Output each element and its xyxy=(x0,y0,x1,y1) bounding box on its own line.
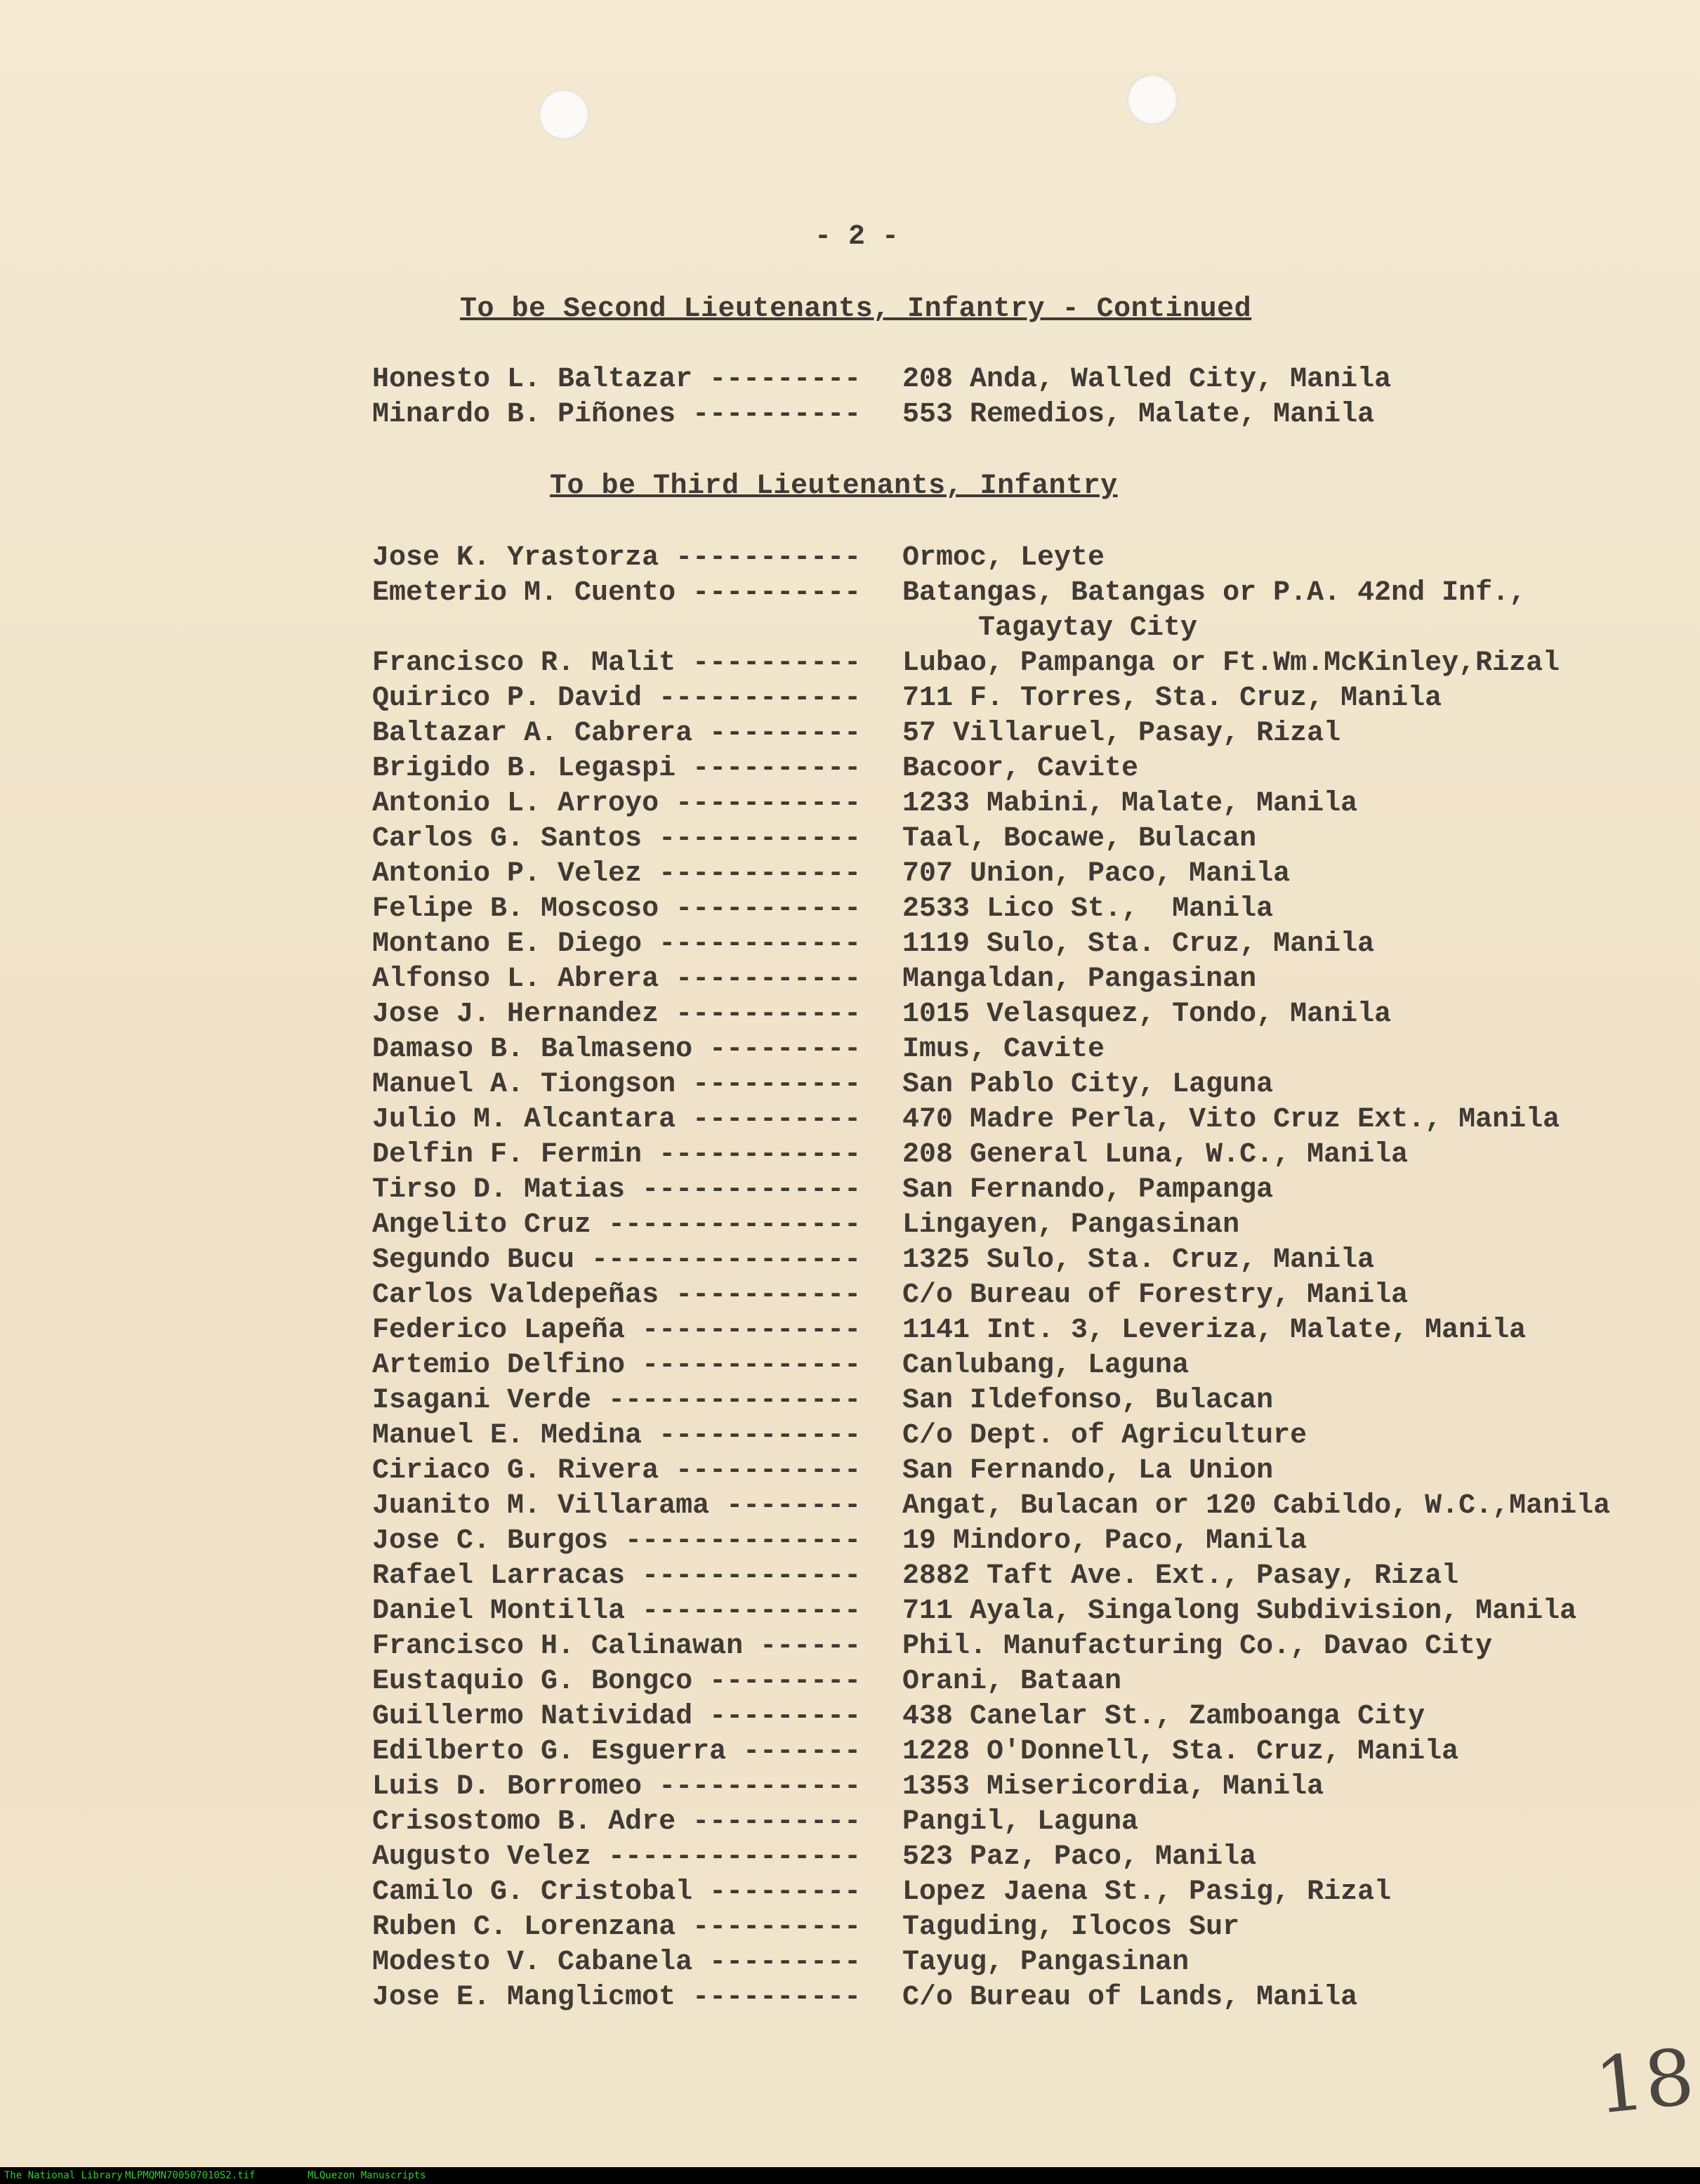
address-line: 1119 Sulo, Sta. Cruz, Manila xyxy=(902,928,1375,960)
officer-name: Baltazar A. Cabrera --------- xyxy=(372,718,862,749)
officer-address xyxy=(902,1735,1685,1770)
roster-entry xyxy=(372,751,1685,787)
heading-second-lieutenants: To be Second Lieutenants, Infantry - Continued xyxy=(460,294,1252,325)
roster-entry xyxy=(372,1278,1685,1313)
roster-entry xyxy=(372,1524,1685,1559)
officer-address xyxy=(902,997,1685,1032)
roster-entry xyxy=(372,362,1685,397)
officer-name: Manuel A. Tiongson ---------- xyxy=(372,1069,862,1100)
officer-name: Alfonso L. Abrera ----------- xyxy=(372,963,862,995)
officer-name: Camilo G. Cristobal --------- xyxy=(372,1876,862,1908)
roster-entry xyxy=(372,576,1685,646)
roster-entry xyxy=(372,1629,1685,1664)
address-line: Canlubang, Laguna xyxy=(902,1350,1190,1381)
officer-address xyxy=(902,787,1685,822)
address-continuation: Tagaytay City xyxy=(978,612,1198,644)
officer-address xyxy=(902,1348,1685,1383)
officer-name: Daniel Montilla ------------- xyxy=(372,1596,862,1627)
address-line: San Pablo City, Laguna xyxy=(902,1069,1274,1100)
officer-name: Ciriaco G. Rivera ----------- xyxy=(372,1455,862,1487)
roster-entry xyxy=(372,716,1685,751)
address-line: Phil. Manufacturing Co., Davao City xyxy=(902,1631,1493,1662)
officer-name: Damaso B. Balmaseno --------- xyxy=(372,1034,862,1065)
officer-name: Jose C. Burgos -------------- xyxy=(372,1525,862,1557)
officer-address xyxy=(902,1208,1685,1243)
address-line: 1141 Int. 3, Leveriza, Malate, Manila xyxy=(902,1315,1527,1346)
address-line: 707 Union, Paco, Manila xyxy=(902,858,1291,890)
address-line: Bacoor, Cavite xyxy=(902,753,1139,784)
roster-entry xyxy=(372,1173,1685,1208)
officer-name: Quirico P. David ------------ xyxy=(372,683,862,714)
address-line: 1325 Sulo, Sta. Cruz, Manila xyxy=(902,1244,1375,1276)
officer-address xyxy=(902,1910,1685,1945)
officer-address xyxy=(902,892,1685,927)
officer-name: Edilberto G. Esguerra ------- xyxy=(372,1736,862,1768)
roster-entry xyxy=(372,646,1685,681)
officer-address xyxy=(902,1454,1685,1489)
officer-address xyxy=(902,1840,1685,1875)
officer-name: Carlos G. Santos ------------ xyxy=(372,823,862,855)
roster-entry xyxy=(372,1138,1685,1173)
officer-name: Honesto L. Baltazar --------- xyxy=(372,364,862,395)
address-line: San Ildefonso, Bulacan xyxy=(902,1385,1274,1416)
address-line: San Fernando, La Union xyxy=(902,1455,1274,1487)
address-line: San Fernando, Pampanga xyxy=(902,1174,1274,1206)
officer-name: Segundo Bucu ---------------- xyxy=(372,1244,862,1276)
address-line: 711 F. Torres, Sta. Cruz, Manila xyxy=(902,683,1442,714)
address-line: 208 General Luna, W.C., Manila xyxy=(902,1139,1409,1171)
address-line: Lubao, Pampanga or Ft.Wm.McKinley,Rizal xyxy=(902,647,1560,679)
officer-address xyxy=(902,1594,1685,1629)
address-line: C/o Dept. of Agriculture xyxy=(902,1420,1307,1452)
officer-address xyxy=(902,1103,1685,1138)
roster-entry xyxy=(372,962,1685,997)
officer-address xyxy=(902,1629,1685,1664)
officer-address xyxy=(902,822,1685,857)
roster-entry xyxy=(372,1910,1685,1945)
roster-entry xyxy=(372,1313,1685,1348)
officer-name: Modesto V. Cabanela --------- xyxy=(372,1947,862,1978)
officer-address xyxy=(902,1945,1685,1980)
officer-name: Isagani Verde --------------- xyxy=(372,1385,862,1416)
officer-address xyxy=(902,1278,1685,1313)
officer-name: Montano E. Diego ------------ xyxy=(372,928,862,960)
roster-entry xyxy=(372,787,1685,822)
roster-entry xyxy=(372,857,1685,892)
officer-name: Juanito M. Villarama -------- xyxy=(372,1490,862,1522)
punch-hole xyxy=(539,89,589,140)
officer-address xyxy=(902,1559,1685,1594)
address-line: Angat, Bulacan or 120 Cabildo, W.C.,Manila xyxy=(902,1490,1611,1522)
roster-entry xyxy=(372,1594,1685,1629)
officer-name: Crisostomo B. Adre ---------- xyxy=(372,1806,862,1838)
roster-entry xyxy=(372,1103,1685,1138)
footer-file: MLPMQMN700507010S2.tif xyxy=(125,2170,256,2181)
page-number: - 2 - xyxy=(815,221,900,253)
roster-entry xyxy=(372,1454,1685,1489)
roster-entry xyxy=(372,1067,1685,1103)
roster-entry xyxy=(372,1208,1685,1243)
third-lieutenants-list xyxy=(372,541,1685,2015)
officer-name: Luis D. Borromeo ------------ xyxy=(372,1771,862,1803)
officer-address xyxy=(902,962,1685,997)
officer-name: Jose J. Hernandez ----------- xyxy=(372,999,862,1030)
address-line: 2882 Taft Ave. Ext., Pasay, Rizal xyxy=(902,1560,1459,1592)
officer-address xyxy=(902,857,1685,892)
address-line: Taal, Bocawe, Bulacan xyxy=(902,823,1257,855)
roster-entry xyxy=(372,1664,1685,1699)
officer-address xyxy=(902,927,1685,962)
address-line: 208 Anda, Walled City, Manila xyxy=(902,364,1392,395)
officer-address xyxy=(902,1524,1685,1559)
footer-collection: MLQuezon Manuscripts xyxy=(308,2170,426,2181)
officer-name: Jose K. Yrastorza ----------- xyxy=(372,542,862,574)
officer-address xyxy=(902,1138,1685,1173)
address-line: 711 Ayala, Singalong Subdivision, Manila xyxy=(902,1596,1577,1627)
officer-address xyxy=(902,1875,1685,1910)
officer-address xyxy=(902,1770,1685,1805)
address-line: Orani, Bataan xyxy=(902,1666,1122,1697)
address-line: Mangaldan, Pangasinan xyxy=(902,963,1257,995)
roster-entry xyxy=(372,1383,1685,1419)
roster-entry xyxy=(372,1875,1685,1910)
address-line: 19 Mindoro, Paco, Manila xyxy=(902,1525,1307,1557)
roster-entry xyxy=(372,681,1685,716)
address-line: 470 Madre Perla, Vito Cruz Ext., Manila xyxy=(902,1104,1560,1136)
roster-entry xyxy=(372,927,1685,962)
officer-name: Antonio P. Velez ------------ xyxy=(372,858,862,890)
roster-entry xyxy=(372,997,1685,1032)
scan-footer xyxy=(0,2167,1700,2184)
officer-address xyxy=(902,1664,1685,1699)
officer-name: Emeterio M. Cuento ---------- xyxy=(372,577,862,609)
officer-address xyxy=(902,362,1685,397)
officer-name: Guillermo Natividad --------- xyxy=(372,1701,862,1732)
roster-entry xyxy=(372,1945,1685,1980)
address-line: 1228 O'Donnell, Sta. Cruz, Manila xyxy=(902,1736,1459,1768)
address-line: 553 Remedios, Malate, Manila xyxy=(902,399,1375,430)
officer-address xyxy=(902,751,1685,787)
roster-entry xyxy=(372,1243,1685,1278)
officer-name: Delfin F. Fermin ------------ xyxy=(372,1139,862,1171)
footer-library: The National Library xyxy=(4,2170,123,2181)
roster-entry xyxy=(372,1489,1685,1524)
handwritten-page-number: 18 xyxy=(1590,2032,1699,2131)
officer-name: Rafael Larracas ------------- xyxy=(372,1560,862,1592)
officer-address xyxy=(902,541,1685,576)
address-line: C/o Bureau of Lands, Manila xyxy=(902,1982,1358,2013)
address-line: 1015 Velasquez, Tondo, Manila xyxy=(902,999,1392,1030)
officer-address xyxy=(902,1383,1685,1419)
address-line: Batangas, Batangas or P.A. 42nd Inf., xyxy=(902,577,1527,609)
officer-address xyxy=(902,1173,1685,1208)
address-line: C/o Bureau of Forestry, Manila xyxy=(902,1280,1409,1311)
officer-name: Manuel E. Medina ------------ xyxy=(372,1420,862,1452)
officer-name: Augusto Velez --------------- xyxy=(372,1841,862,1873)
officer-name: Ruben C. Lorenzana ---------- xyxy=(372,1912,862,1943)
roster-entry xyxy=(372,1699,1685,1735)
officer-name: Minardo B. Piñones ---------- xyxy=(372,399,862,430)
officer-address xyxy=(902,1243,1685,1278)
officer-address xyxy=(902,1032,1685,1067)
punch-hole xyxy=(1127,74,1178,125)
roster-entry xyxy=(372,1559,1685,1594)
officer-address xyxy=(902,1805,1685,1840)
roster-entry xyxy=(372,541,1685,576)
officer-address xyxy=(902,681,1685,716)
address-line: 2533 Lico St., Manila xyxy=(902,893,1274,925)
officer-address xyxy=(902,397,1685,433)
roster-entry xyxy=(372,1980,1685,2015)
officer-name: Federico Lapeña ------------- xyxy=(372,1315,862,1346)
roster-entry xyxy=(372,1840,1685,1875)
address-line: 523 Paz, Paco, Manila xyxy=(902,1841,1257,1873)
roster-entry xyxy=(372,1348,1685,1383)
officer-name: Julio M. Alcantara ---------- xyxy=(372,1104,862,1136)
officer-name: Francisco R. Malit ---------- xyxy=(372,647,862,679)
roster-entry xyxy=(372,892,1685,927)
officer-address xyxy=(902,1313,1685,1348)
officer-name: Tirso D. Matias ------------- xyxy=(372,1174,862,1206)
officer-address xyxy=(902,1419,1685,1454)
officer-address xyxy=(902,716,1685,751)
roster-entry xyxy=(372,1032,1685,1067)
address-line: Ormoc, Leyte xyxy=(902,542,1105,574)
address-line: Lopez Jaena St., Pasig, Rizal xyxy=(902,1876,1392,1908)
officer-name: Artemio Delfino ------------- xyxy=(372,1350,862,1381)
officer-address xyxy=(902,1067,1685,1103)
address-line: Taguding, Ilocos Sur xyxy=(902,1912,1240,1943)
roster-entry xyxy=(372,1735,1685,1770)
officer-name: Francisco H. Calinawan ------ xyxy=(372,1631,862,1662)
address-line: 1353 Misericordia, Manila xyxy=(902,1771,1324,1803)
officer-address xyxy=(902,1489,1685,1524)
officer-name: Carlos Valdepeñas ----------- xyxy=(372,1280,862,1311)
officer-name: Eustaquio G. Bongco --------- xyxy=(372,1666,862,1697)
address-line: Lingayen, Pangasinan xyxy=(902,1209,1240,1241)
second-lieutenants-list xyxy=(372,362,1685,433)
heading-third-lieutenants: To be Third Lieutenants, Infantry xyxy=(550,471,1118,502)
address-line: Tayug, Pangasinan xyxy=(902,1947,1190,1978)
address-line: 1233 Mabini, Malate, Manila xyxy=(902,788,1358,820)
officer-name: Brigido B. Legaspi ---------- xyxy=(372,753,862,784)
officer-address xyxy=(902,646,1685,681)
roster-entry xyxy=(372,1419,1685,1454)
officer-name: Felipe B. Moscoso ----------- xyxy=(372,893,862,925)
officer-address xyxy=(902,1699,1685,1735)
roster-entry xyxy=(372,1770,1685,1805)
officer-name: Antonio L. Arroyo ----------- xyxy=(372,788,862,820)
address-line: 438 Canelar St., Zamboanga City xyxy=(902,1701,1425,1732)
address-line: 57 Villaruel, Pasay, Rizal xyxy=(902,718,1341,749)
roster-entry xyxy=(372,1805,1685,1840)
address-line: Imus, Cavite xyxy=(902,1034,1105,1065)
officer-name: Jose E. Manglicmot ---------- xyxy=(372,1982,862,2013)
officer-name: Angelito Cruz --------------- xyxy=(372,1209,862,1241)
roster-entry xyxy=(372,822,1685,857)
officer-address xyxy=(902,1980,1685,2015)
officer-address xyxy=(902,576,1685,646)
address-line: Pangil, Laguna xyxy=(902,1806,1139,1838)
roster-entry xyxy=(372,397,1685,433)
